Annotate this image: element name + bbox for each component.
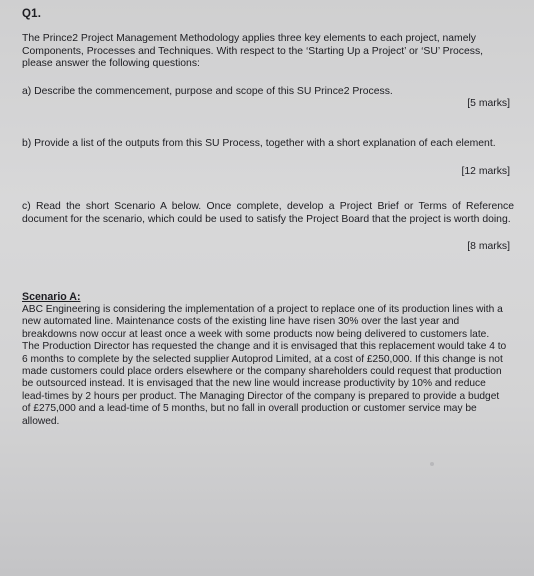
part-c-text: c) Read the short Scenario A below. Once complete, develop a Project Brief or Terms of Reference document for the scenario, which could be used to satisfy the Project Board that the project is worth doing. [22, 201, 514, 225]
part-b-marks: [12 marks] [461, 166, 510, 177]
part-a-marks: [5 marks] [467, 98, 510, 109]
part-a-text: a) Describe the commencement, purpose and scope of this SU Prince2 Process. [22, 86, 393, 97]
part-b-text: b) Provide a list of the outputs from this SU Process, together with a short explanation of each element. [22, 138, 496, 149]
paper-smudge [430, 462, 434, 466]
question-intro: The Prince2 Project Management Methodology applies three key elements to each project, namely Components, Processes and Techniques. With respect to the ‘Starting Up a Project’ or ‘SU’ Process, please answer the following questions: [22, 33, 484, 70]
scenario-body: ABC Engineering is considering the implementation of a project to replace one of its production lines with a new automated line. Maintenance costs of the existing line have risen 30% over the last year and breakdowns now occur at least once a week with some products now being delivered to customers late. The Production Director has requested the change and it is envisaged that this replacement would take 4 to 6 months to complete by the selected supplier Autoprod Limited, at a cost of £250,000. If this change is not made customers could place orders elsewhere or the company shareholders could request that production be outsourced instead. It is envisaged that the new line would increase productivity by 10% and reduce lead-times by 2 hours per product. The Managing Director of the company is prepared to provide a budget of £275,000 and a lead-time of 5 months, but no fall in overall production or customer service may be allowed. [22, 304, 507, 427]
part-c-marks: [8 marks] [467, 241, 510, 252]
scenario-title: Scenario A: [22, 291, 81, 303]
question-number: Q1. [22, 8, 42, 20]
